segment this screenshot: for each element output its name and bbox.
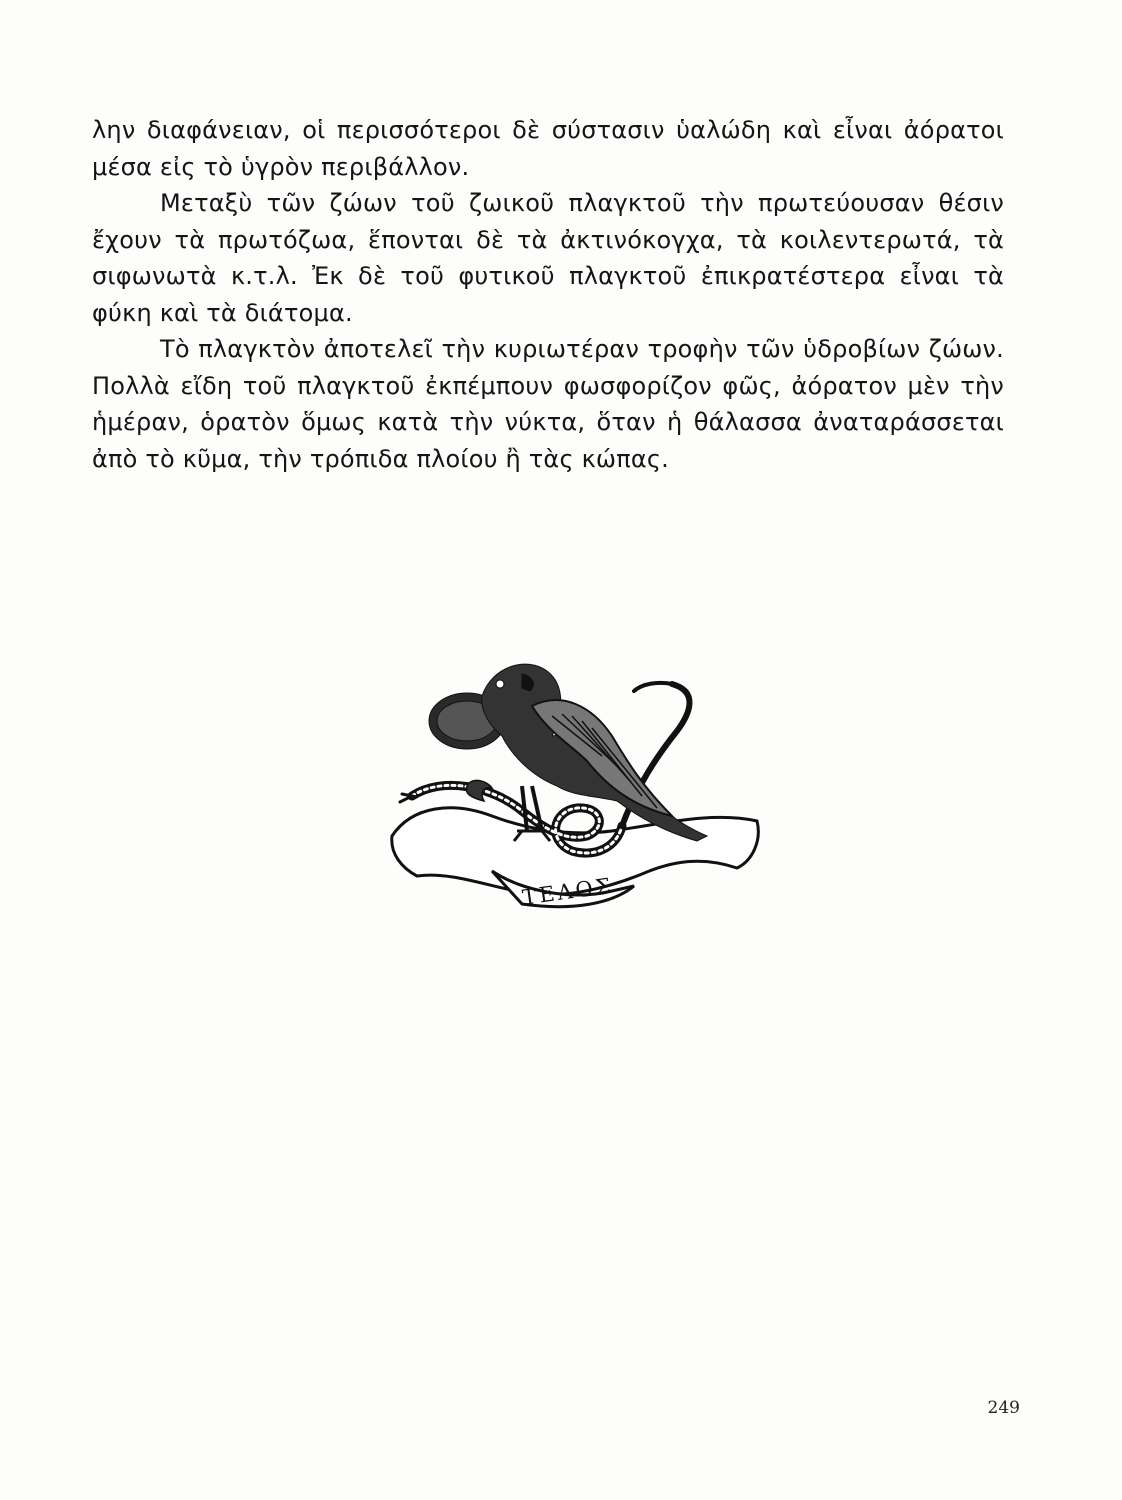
- paragraph-1: λην διαφάνειαν, οἱ περισσότεροι δὲ σύστασιν ὑαλώδη καὶ εἶναι ἀόρατοι μέσα εἰς τὸ ὑγρὸν περιβάλλον.: [92, 116, 1004, 181]
- body-text: [92, 112, 1004, 477]
- page-number: 249: [987, 1398, 1020, 1418]
- bird-and-serpent-emblem-icon: [372, 636, 772, 916]
- banner-text: ΤΕΛΟΣ: [520, 873, 615, 910]
- paragraph-2: Μεταξὺ τῶν ζώων τοῦ ζωικοῦ πλαγκτοῦ τὴν πρωτεύουσαν θέσιν ἔχουν τὰ πρωτόζωα, ἕπονται δὲ τὰ ἀκτινόκογχα, τὰ κοιλεντερωτά, τὰ σιφωνωτὰ κ.τ.λ. Ἐκ δὲ τοῦ φυτικοῦ πλαγκτοῦ ἐπικρατέστερα εἶναι τὰ φύκη καὶ τὰ διάτομα.: [92, 189, 1004, 327]
- paragraph-3: Τὸ πλαγκτὸν ἀποτελεῖ τὴν κυριωτέραν τροφὴν τῶν ὑδροβίων ζώων. Πολλὰ εἴδη τοῦ πλαγκτοῦ ἐκπέμπουν φωσφορίζον φῶς, ἀόρατον μὲν τὴν ἡμέραν, ὁρατὸν ὅμως κατὰ τὴν νύκτα, ὅταν ἡ θάλασσα ἀναταράσσεται ἀπὸ τὸ κῦμα, τὴν τρόπιδα πλοίου ἢ τὰς κώπας.: [92, 335, 1004, 473]
